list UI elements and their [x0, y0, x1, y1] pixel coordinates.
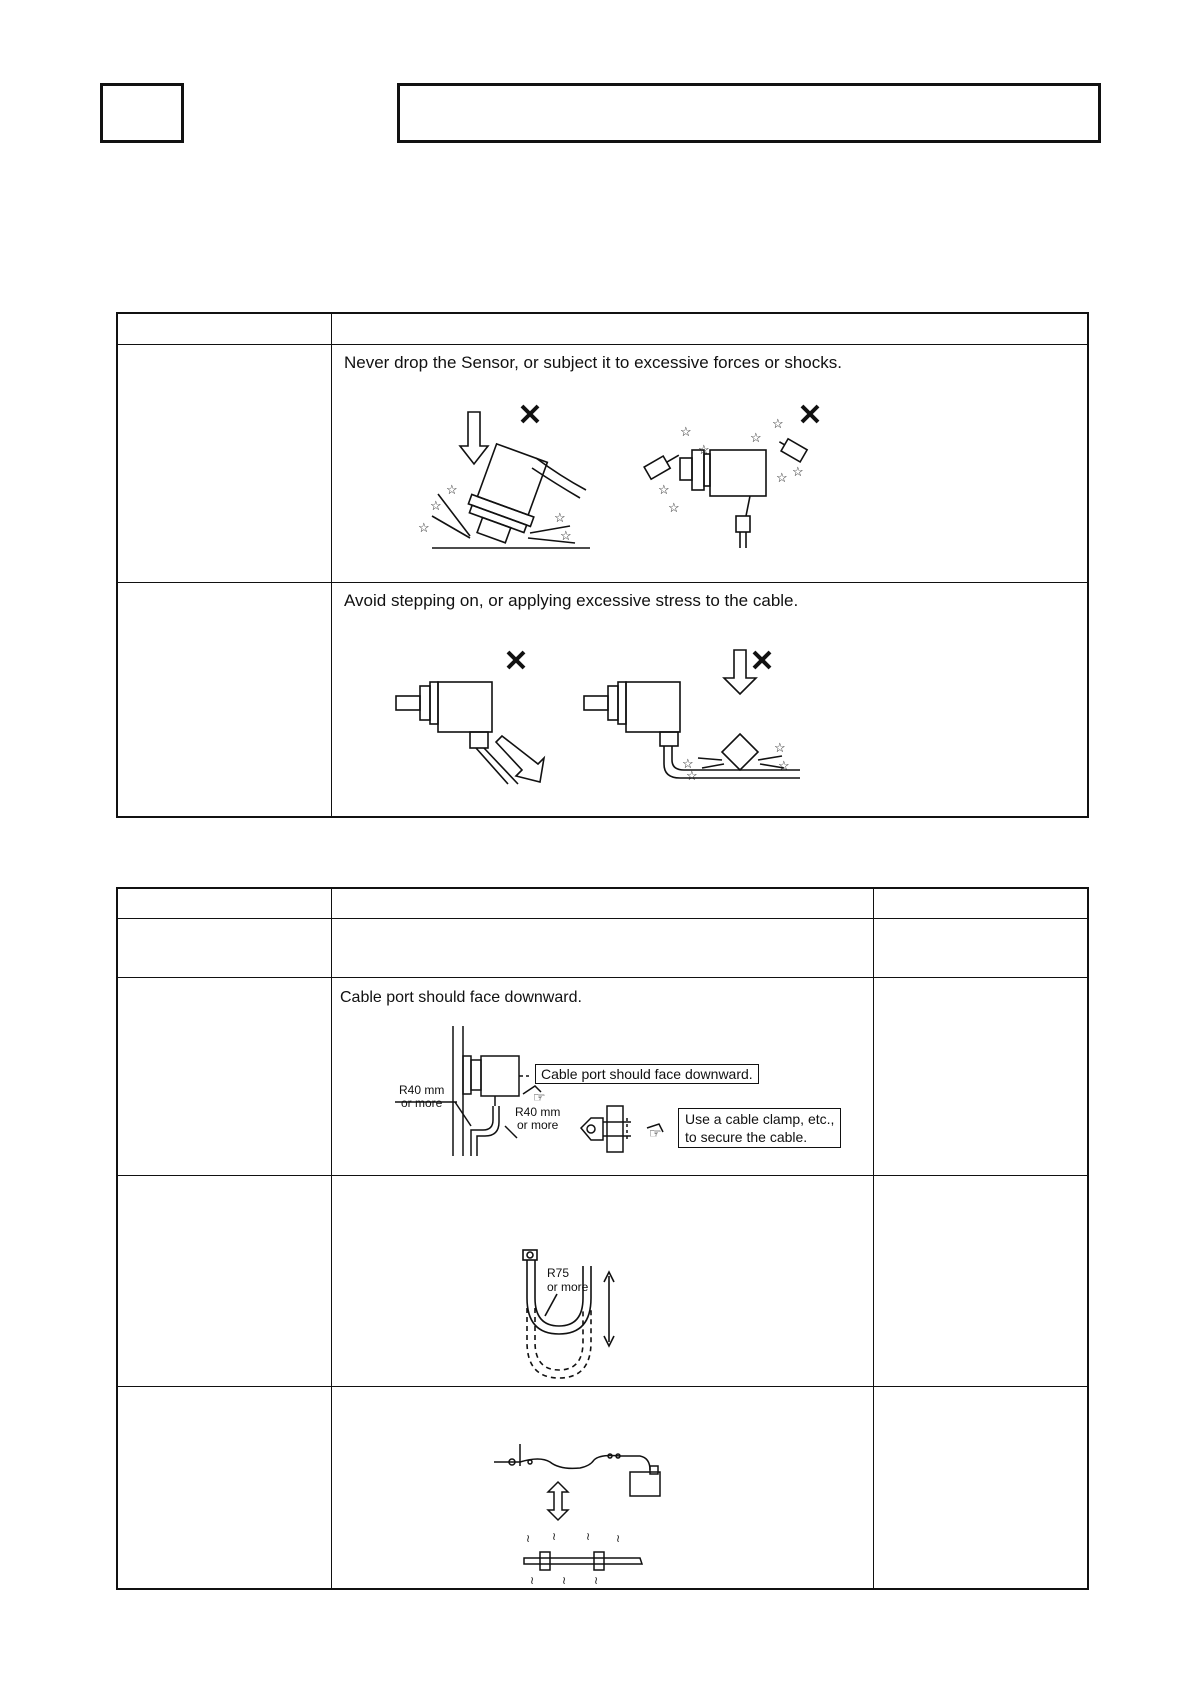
- svg-text:≀: ≀: [594, 1575, 599, 1586]
- svg-text:☆: ☆: [680, 424, 692, 439]
- cable-port-text: Cable port should face downward.: [340, 989, 582, 1006]
- cable-bend-radius-illustration: [515, 1248, 625, 1380]
- svg-text:☆: ☆: [554, 510, 566, 525]
- svg-text:☆: ☆: [682, 756, 694, 771]
- svg-text:≀: ≀: [552, 1531, 557, 1543]
- svg-text:≀: ≀: [562, 1575, 567, 1586]
- svg-text:☆: ☆: [686, 768, 698, 783]
- cable-crush-illustration: [578, 640, 808, 790]
- svg-text:☆: ☆: [446, 482, 458, 497]
- svg-text:☆: ☆: [774, 740, 786, 755]
- svg-text:☆: ☆: [750, 430, 762, 445]
- svg-text:☆: ☆: [792, 464, 804, 479]
- svg-text:☞: ☞: [533, 1089, 546, 1105]
- svg-text:≀: ≀: [530, 1575, 535, 1586]
- svg-text:☆: ☆: [418, 520, 430, 535]
- hammer-shock-illustration: [640, 398, 840, 553]
- svg-text:≀: ≀: [616, 1533, 621, 1545]
- svg-text:≀: ≀: [526, 1533, 531, 1545]
- r75-label: R75 or more: [547, 1266, 589, 1294]
- drop-sensor-illustration: [410, 398, 600, 553]
- cable-stress-warning-text: Avoid stepping on, or applying excessive stress to the cable.: [344, 591, 799, 610]
- svg-text:☆: ☆: [776, 470, 788, 485]
- cable-pull-illustration: [390, 640, 560, 790]
- svg-text:☆: ☆: [698, 442, 710, 457]
- svg-text:≀: ≀: [586, 1531, 591, 1543]
- r40-right-label: R40 mm or more: [515, 1105, 561, 1132]
- svg-text:☞: ☞: [649, 1125, 662, 1141]
- section-number-box: [100, 83, 184, 143]
- svg-text:☆: ☆: [772, 416, 784, 431]
- drop-warning-text: Never drop the Sensor, or subject it to excessive forces or shocks.: [344, 353, 842, 372]
- svg-text:☆: ☆: [430, 498, 442, 513]
- cable-port-illustration: [395, 1022, 855, 1158]
- cable-vibration-illustration: [490, 1440, 680, 1586]
- svg-text:☆: ☆: [658, 482, 670, 497]
- svg-text:☆: ☆: [778, 758, 790, 773]
- cable-port-callout: Cable port should face downward.: [535, 1064, 759, 1084]
- cable-clamp-callout: Use a cable clamp, etc., to secure the cable.: [678, 1108, 841, 1148]
- r40-left-label: R40 mm or more: [399, 1083, 445, 1110]
- svg-text:☆: ☆: [668, 500, 680, 515]
- svg-text:☆: ☆: [560, 528, 572, 543]
- page-title-box: [397, 83, 1101, 143]
